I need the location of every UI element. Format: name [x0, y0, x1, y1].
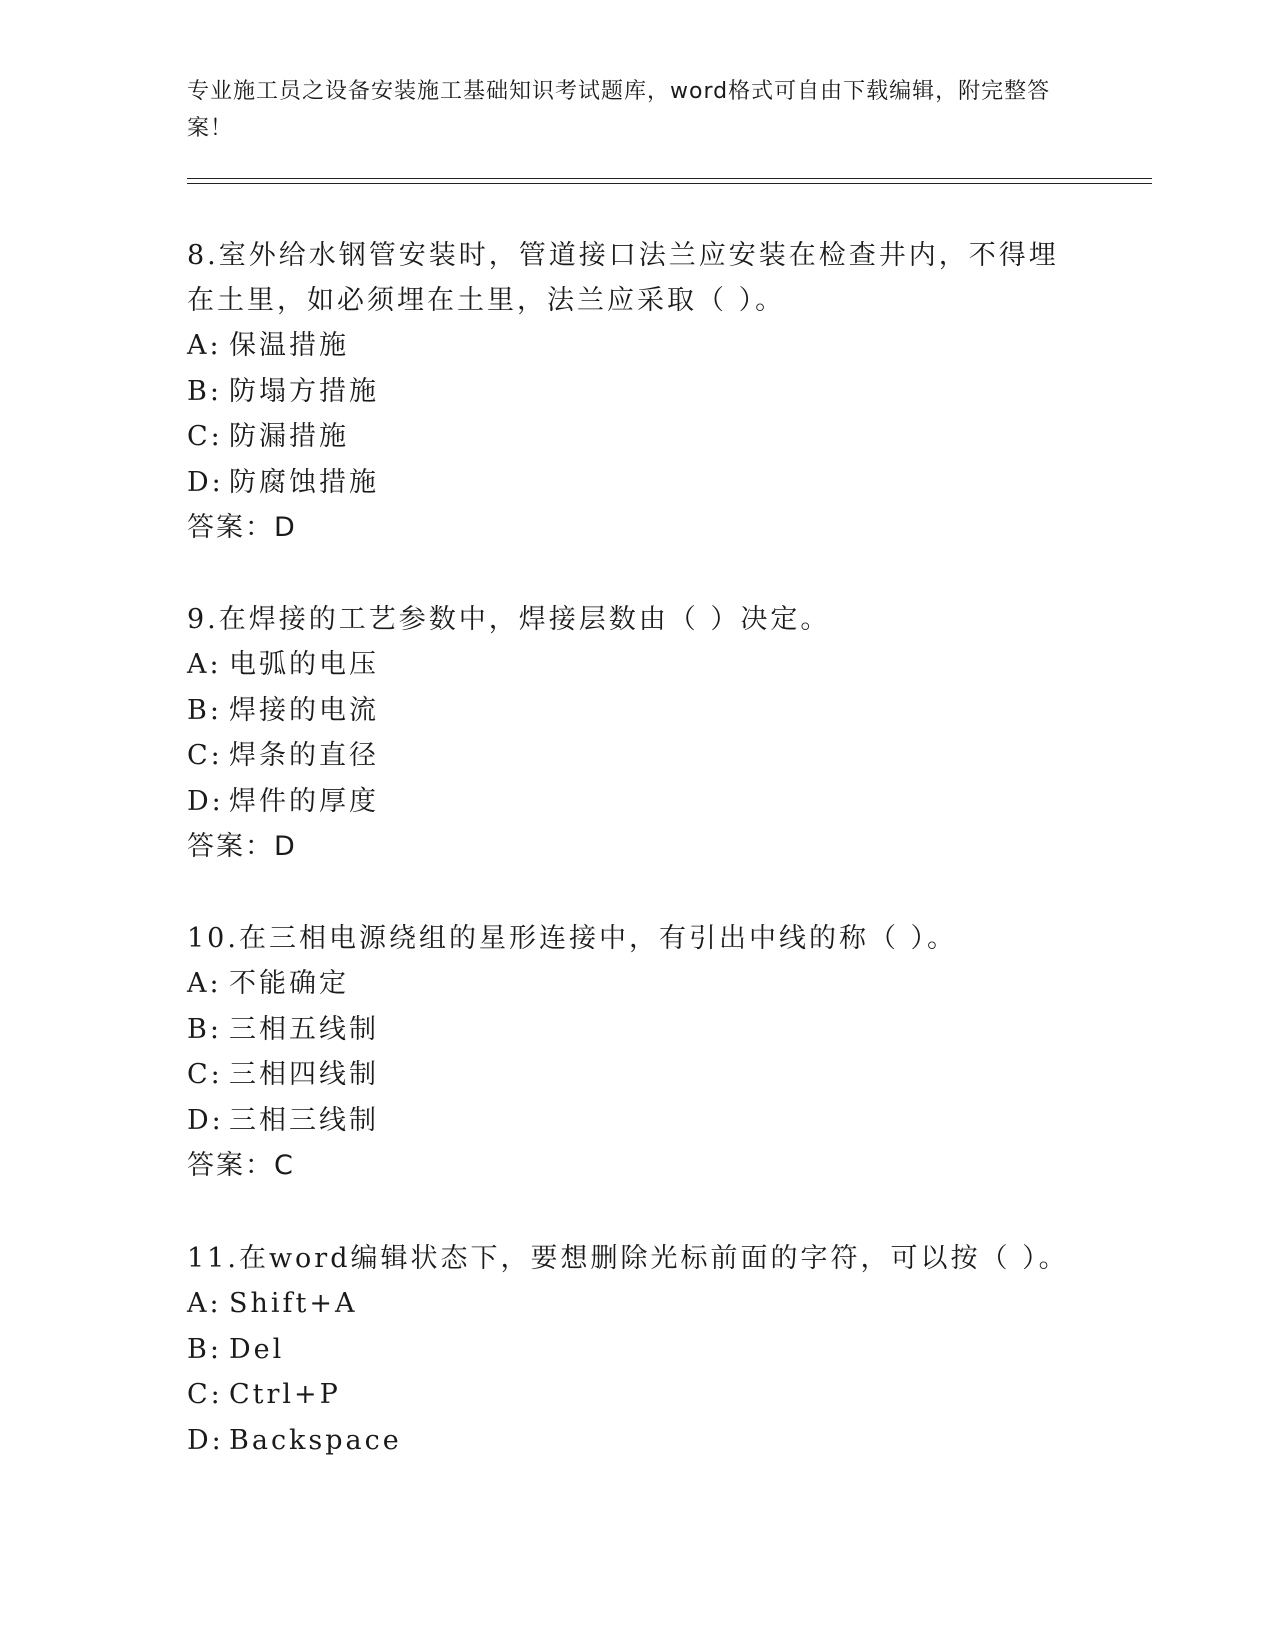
option-c: [187, 1052, 1087, 1098]
option-letter: D:: [187, 1424, 224, 1456]
option-b: [187, 369, 1087, 415]
option-text: 三相四线制: [229, 1059, 379, 1090]
option-letter: A:: [187, 968, 222, 999]
option-letter: D:: [187, 785, 224, 817]
answer: 答案：D: [187, 512, 297, 543]
option-d: [187, 1418, 1087, 1464]
option-text: 保温措施: [229, 330, 349, 361]
question-stem: 10.在三相电源绕组的星形连接中，有引出中线的称（ ）。: [187, 923, 958, 954]
option-letter: C:: [187, 421, 223, 452]
option-text: 不能确定: [229, 968, 349, 999]
option-letter: C:: [187, 1379, 223, 1410]
option-text: Del: [229, 1333, 285, 1365]
option-text: 焊条的直径: [229, 740, 379, 771]
option-a: [187, 961, 1087, 1007]
question-stem: 11.在word编辑状态下，要想删除光标前面的字符，可以按（ ）。: [187, 1243, 1069, 1274]
option-d: [187, 460, 1087, 506]
option-text: Backspace: [229, 1424, 402, 1456]
option-b: [187, 1327, 1087, 1373]
document-header: [187, 73, 1067, 147]
question-11: [187, 1236, 1087, 1463]
document-title: 专业施工员之设备安装施工基础知识考试题库，word格式可自由下载编辑，附完整答案！: [187, 79, 1051, 141]
option-text: 防塌方措施: [229, 375, 379, 407]
header-divider-top: [187, 178, 1152, 179]
option-text: 三相五线制: [229, 1013, 379, 1045]
option-letter: B:: [187, 694, 222, 726]
option-text: 焊件的厚度: [229, 785, 379, 817]
option-text: Shift+A: [229, 1288, 358, 1319]
option-letter: B:: [187, 375, 222, 407]
question-9: [187, 597, 1087, 870]
question-stem: 9.在焊接的工艺参数中，焊接层数由（ ）决定。: [187, 604, 831, 635]
option-text: Ctrl+P: [229, 1379, 341, 1410]
option-letter: C:: [187, 1059, 223, 1090]
option-text: 焊接的电流: [229, 694, 379, 726]
header-divider-bottom: [187, 183, 1152, 184]
option-text: 防漏措施: [229, 421, 349, 452]
option-letter: B:: [187, 1333, 222, 1365]
option-letter: D:: [187, 1104, 224, 1136]
question-8: [187, 233, 1087, 551]
option-c: [187, 733, 1087, 779]
question-10: [187, 916, 1087, 1189]
option-a: [187, 323, 1087, 369]
option-b: [187, 1007, 1087, 1053]
option-letter: A:: [187, 649, 222, 680]
option-text: 防腐蚀措施: [229, 466, 379, 498]
option-c: [187, 414, 1087, 460]
answer: 答案：C: [187, 1150, 295, 1181]
option-text: 电弧的电压: [229, 649, 379, 680]
option-letter: A:: [187, 330, 222, 361]
option-b: [187, 688, 1087, 734]
option-letter: A:: [187, 1288, 222, 1319]
option-letter: D:: [187, 466, 224, 498]
option-a: [187, 642, 1087, 688]
answer: 答案：D: [187, 831, 297, 862]
option-d: [187, 779, 1087, 825]
option-a: [187, 1281, 1087, 1327]
option-text: 三相三线制: [229, 1104, 379, 1136]
option-letter: B:: [187, 1013, 222, 1045]
option-c: [187, 1372, 1087, 1418]
option-d: [187, 1098, 1087, 1144]
question-stem: 8.室外给水钢管安装时，管道接口法兰应安装在检查井内，不得埋在土里，如必须埋在土里，法兰应采取（ ）。: [187, 240, 1059, 316]
option-letter: C:: [187, 740, 223, 771]
